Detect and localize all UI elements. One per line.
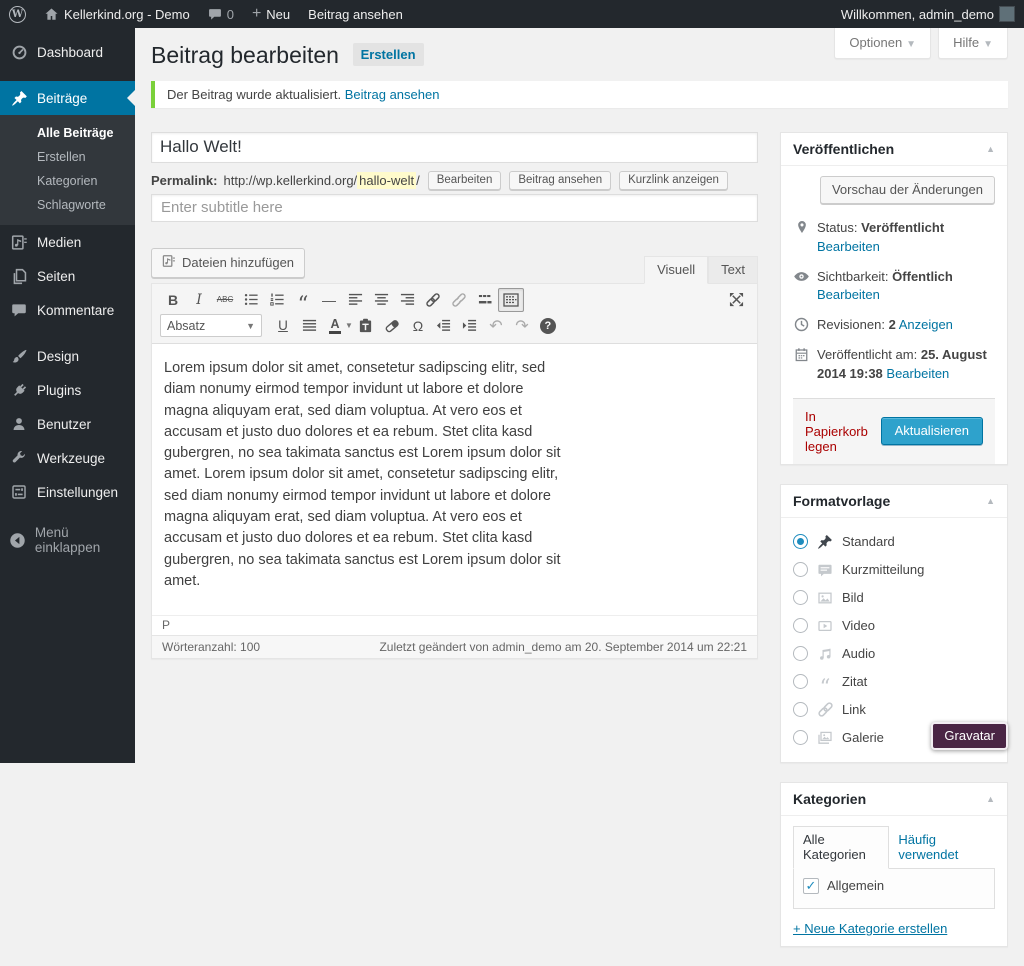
sidebar-item-pages[interactable]: Seiten (0, 259, 135, 293)
screen-options-button[interactable]: Optionen ▼ (834, 28, 931, 59)
categories-metabox-header[interactable]: Kategorien ▲ (781, 783, 1007, 816)
category-checklist (793, 868, 995, 909)
caret-down-icon: ▼ (983, 39, 993, 50)
collapse-toggle-icon[interactable]: ▲ (986, 495, 995, 506)
tab-all-categories[interactable]: Alle Kategorien (793, 826, 889, 869)
radio-quote[interactable] (793, 674, 808, 689)
account-menu[interactable] (832, 0, 1024, 28)
editor-content[interactable] (152, 344, 757, 615)
editor-header (151, 248, 758, 283)
tab-most-used[interactable]: Häufig verwendet (898, 831, 959, 862)
move-to-trash-link[interactable]: In Papierkorb legen (805, 408, 868, 454)
format-option-status: Kurzmitteilung (793, 556, 995, 584)
strikethrough-button[interactable]: ABC (216, 295, 234, 305)
sidebar-item-media[interactable]: Medien (0, 225, 135, 259)
published-date-row: Veröffentlicht am: 25. August 2014 19:38 Bearbeiten (793, 341, 995, 390)
view-post-button[interactable]: Beitrag ansehen (509, 171, 611, 190)
link-chain-icon (816, 701, 834, 719)
page-title: Beitrag bearbeiten (151, 42, 339, 68)
last-edited-text: Zuletzt geändert von admin_demo am 20. September 2014 um 22:21 (379, 639, 747, 654)
permalink-label: Permalink: (151, 172, 218, 188)
quote-icon: “ (819, 674, 831, 699)
revisions-clock-icon (793, 316, 810, 333)
admin-bar (0, 0, 1024, 28)
caret-down-icon[interactable]: ▼ (345, 321, 353, 331)
site-link[interactable] (35, 0, 199, 28)
image-icon (816, 589, 834, 607)
collapse-menu-button[interactable]: Menü einklappen (0, 523, 135, 557)
browse-revisions-link[interactable]: Anzeigen (898, 317, 953, 333)
submenu-all-posts[interactable]: Alle Beiträge (37, 126, 114, 140)
edit-permalink-button[interactable]: Bearbeiten (428, 171, 502, 190)
get-shortlink-button[interactable]: Kurzlink anzeigen (619, 171, 728, 190)
unlink-button[interactable] (446, 288, 472, 312)
notice-view-post-link[interactable]: Beitrag ansehen (344, 86, 440, 102)
post-body-text: Lorem ipsum dolor sit amet, consetetur sadipscing elitr, sed diam nonumy eirmod tempor invidunt ut labore et dolore magna aliquyam erat, sed diam voluptua. At vero eos et accusam et justo duo dolores et ea rebum. Stet clita kasd gubergren, no sea takimata sanctus est Lorem ipsum dolor sit amet. Lorem ipsum dolor sit amet, consetetur sadipscing elitr, sed diam nonumy eirmod tempor invidunt ut labore et dolore magna aliquyam erat, sed diam voluptua. At vero eos et accusam et justo duo dolores et ea rebum. Stet clita kasd gubergren, no sea takimata sanctus est Lorem ipsum dolor sit amet. (164, 359, 561, 590)
editor-toolbar (152, 284, 757, 344)
admin-menu (0, 28, 135, 763)
sidebar-item-comments[interactable]: Kommentare (0, 293, 135, 327)
permalink-row (151, 171, 758, 190)
avatar (999, 6, 1015, 22)
add-media-icon (162, 254, 176, 271)
blockquote-button[interactable]: “ (297, 292, 309, 317)
sidebar-item-posts[interactable]: Beiträge (0, 81, 135, 115)
wrench-icon (9, 448, 29, 468)
distraction-free-button[interactable] (723, 288, 749, 312)
redo-button[interactable]: ↷ (515, 317, 529, 335)
format-option-gallery: Galerie (793, 724, 995, 752)
video-icon (816, 617, 834, 635)
tab-visual[interactable]: Visuell (644, 256, 708, 284)
post-body-main (151, 132, 758, 966)
collapse-toggle-icon[interactable]: ▲ (986, 793, 995, 804)
indent-button[interactable] (457, 314, 483, 338)
sidebar-item-users[interactable]: Benutzer (0, 407, 135, 441)
radio-link[interactable] (793, 702, 808, 717)
horizontal-rule-button[interactable]: — (322, 291, 336, 308)
link-button[interactable] (420, 288, 446, 312)
update-button[interactable]: Aktualisieren (881, 417, 983, 445)
permalink-slug: hallo-welt (359, 172, 415, 188)
publish-metabox (780, 132, 1008, 465)
category-tabs (793, 826, 995, 868)
pushpin-icon (9, 88, 29, 108)
post-title-input[interactable] (151, 132, 758, 163)
clear-formatting-button[interactable] (379, 314, 405, 338)
paintbrush-icon (9, 346, 29, 366)
categories-metabox (780, 782, 1008, 947)
sidebar-item-tools[interactable]: Werkzeuge (0, 441, 135, 475)
comments-bubble-icon (208, 7, 222, 21)
posts-submenu (0, 115, 135, 225)
screen-meta-links (834, 28, 1008, 59)
element-path[interactable]: P (152, 615, 757, 635)
tab-text[interactable]: Text (708, 256, 758, 284)
paste-as-text-button[interactable] (353, 314, 379, 338)
status-note-icon (816, 561, 834, 579)
numbered-list-button[interactable] (264, 288, 290, 312)
preview-changes-button[interactable]: Vorschau der Änderungen (820, 176, 995, 204)
help-button[interactable]: Hilfe ▼ (938, 28, 1008, 59)
comments-count: 0 (226, 6, 234, 22)
word-count: Wörteranzahl: 100 (162, 639, 261, 654)
format-metabox-header[interactable]: Formatvorlage ▲ (781, 485, 1007, 518)
align-right-button[interactable] (394, 288, 420, 312)
toolbar-toggle-button[interactable] (498, 288, 524, 312)
menu-separator (0, 327, 135, 339)
format-option-audio: Audio (793, 640, 995, 668)
menu-separator (0, 69, 135, 81)
edit-status-link[interactable]: Bearbeiten (817, 238, 880, 254)
text-color-button[interactable]: A (322, 314, 348, 338)
notice-text: Der Beitrag wurde aktualisiert. (167, 86, 342, 102)
post-body-side (780, 132, 1008, 966)
welcome-text: Willkommen, admin_demo (840, 6, 994, 22)
collapse-toggle-icon[interactable]: ▲ (986, 143, 995, 154)
underline-button[interactable]: U (278, 318, 288, 334)
status-row: Status: Veröffentlicht Bearbeiten (793, 214, 995, 263)
radio-image[interactable] (793, 590, 808, 605)
pushpin-icon (816, 533, 834, 551)
wordpress-menu[interactable] (0, 0, 35, 28)
gallery-icon (816, 729, 834, 747)
editor-status-bar (152, 635, 757, 658)
sidebar-item-dashboard[interactable]: Dashboard (0, 35, 135, 69)
submenu-tags[interactable]: Schlagworte (37, 198, 106, 212)
question-mark-icon: ? (540, 318, 556, 334)
add-new-post-button[interactable]: Erstellen (353, 43, 424, 66)
wordpress-logo-icon: W (9, 6, 26, 23)
category-checkbox[interactable]: ✓ (803, 878, 819, 894)
sidebar-item-settings[interactable]: Einstellungen (0, 475, 135, 509)
site-name: Kellerkind.org - Demo (64, 6, 190, 22)
revisions-row: Revisionen: 2 Anzeigen (793, 311, 995, 341)
submenu-categories[interactable]: Kategorien (37, 174, 98, 188)
plus-icon: + (251, 5, 262, 22)
editor (151, 283, 758, 659)
edit-visibility-link[interactable]: Bearbeiten (817, 287, 880, 303)
view-post-link[interactable]: Beitrag ansehen (308, 6, 403, 22)
radio-standard[interactable] (793, 534, 808, 549)
new-label: Neu (266, 6, 291, 22)
help-icon-button[interactable] (535, 314, 561, 338)
visibility-eye-icon (793, 268, 810, 285)
category-item (803, 878, 985, 894)
format-option-image: Bild (793, 584, 995, 612)
sidebar-item-appearance[interactable]: Design (0, 339, 135, 373)
publish-actions (793, 398, 995, 464)
post-status-icon (793, 219, 810, 236)
format-option-standard: Standard (793, 528, 995, 556)
audio-note-icon (816, 645, 834, 663)
collapse-icon (9, 530, 27, 550)
gravatar-badge[interactable]: Gravatar (931, 722, 1008, 750)
radio-status[interactable] (793, 562, 808, 577)
edit-date-link[interactable]: Bearbeiten (886, 365, 950, 381)
align-center-button[interactable] (368, 288, 394, 312)
dashboard-icon (9, 42, 29, 62)
radio-audio[interactable] (793, 646, 808, 661)
format-option-link: Link (793, 696, 995, 724)
plug-icon (9, 380, 29, 400)
calendar-icon (793, 346, 810, 363)
comments-icon (9, 300, 29, 320)
undo-button[interactable]: ↶ (489, 317, 503, 335)
justify-button[interactable] (296, 314, 322, 338)
format-metabox (780, 484, 1008, 763)
special-character-button[interactable]: Ω (412, 317, 424, 334)
sidebar-item-plugins[interactable]: Plugins (0, 373, 135, 407)
more-tag-button[interactable] (472, 288, 498, 312)
align-left-button[interactable] (342, 288, 368, 312)
radio-video[interactable] (793, 618, 808, 633)
visibility-row: Sichtbarkeit: Öffentlich Bearbeiten (793, 263, 995, 312)
pages-icon (9, 266, 29, 286)
home-icon (44, 7, 59, 22)
add-media-button[interactable]: Dateien hinzufügen (151, 248, 305, 278)
bullet-list-button[interactable] (238, 288, 264, 312)
publish-metabox-header[interactable]: Veröffentlichen ▲ (781, 133, 1007, 166)
content-area (135, 28, 1024, 936)
radio-gallery[interactable] (793, 730, 808, 745)
subtitle-input[interactable] (151, 194, 758, 222)
user-icon (9, 414, 29, 434)
add-new-category-link[interactable]: + Neue Kategorie erstellen (793, 920, 948, 936)
italic-button[interactable]: I (196, 291, 202, 308)
format-option-quote: “ Zitat (793, 668, 995, 696)
media-icon (9, 232, 29, 252)
format-option-video: Video (793, 612, 995, 640)
editor-mode-tabs (644, 256, 758, 283)
submenu-add-new[interactable]: Erstellen (37, 150, 86, 164)
updated-notice (151, 81, 1008, 108)
comments-shortcut[interactable] (199, 0, 243, 28)
caret-down-icon: ▼ (246, 320, 255, 331)
new-content-menu[interactable] (243, 0, 299, 28)
settings-icon (9, 482, 29, 502)
outdent-button[interactable] (431, 314, 457, 338)
paragraph-format-select[interactable]: Absatz ▼ (160, 314, 262, 337)
category-label: Allgemein (827, 878, 885, 894)
menu-separator (0, 509, 135, 523)
permalink-url: http://wp.kellerkind.org/ hallo-welt / (223, 172, 420, 188)
caret-down-icon: ▼ (906, 39, 917, 50)
bold-button[interactable]: B (167, 291, 179, 308)
